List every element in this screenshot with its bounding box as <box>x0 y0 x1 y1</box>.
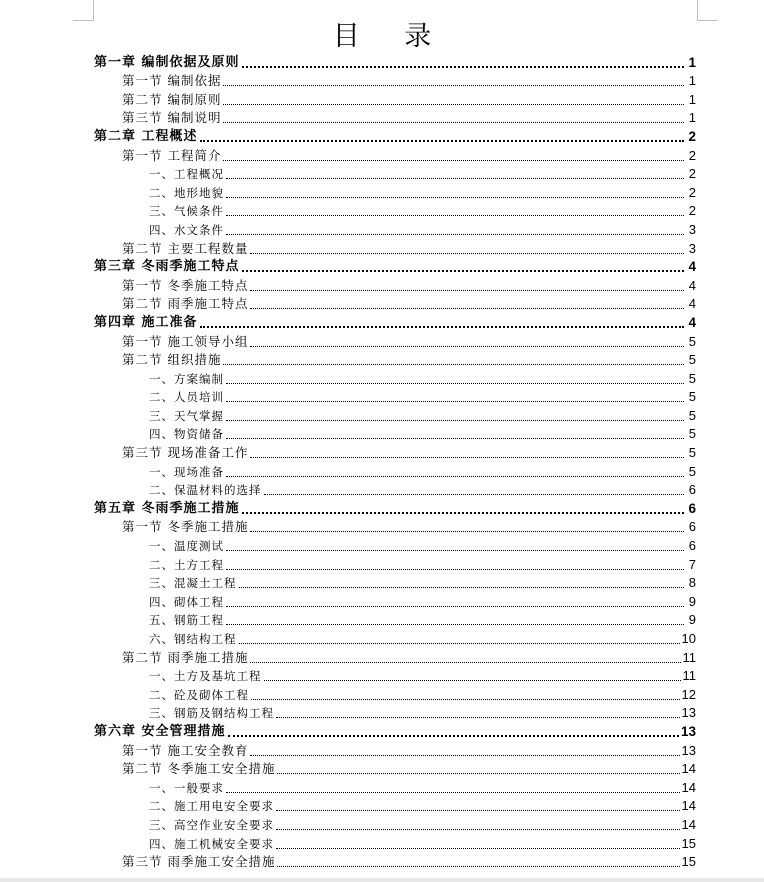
toc-entry[interactable] <box>94 202 696 221</box>
toc-dot-leader <box>239 587 685 588</box>
toc-page-number: 15 <box>681 854 696 870</box>
toc-entry[interactable] <box>94 369 696 388</box>
toc-entry-label: 二、保温材料的选择 <box>149 483 262 498</box>
toc-entry[interactable] <box>94 685 696 704</box>
toc-entry[interactable] <box>94 183 696 202</box>
toc-page-number: 6 <box>688 519 696 535</box>
toc-title: 目 录 <box>332 21 450 52</box>
toc-entry[interactable] <box>94 741 696 760</box>
toc-entry[interactable] <box>94 462 696 481</box>
toc-entry[interactable] <box>94 704 696 723</box>
toc-dot-leader <box>239 643 680 644</box>
page-bottom-edge <box>0 878 764 882</box>
toc-page-number: 5 <box>688 370 696 386</box>
toc-page-number: 5 <box>688 389 696 405</box>
toc-dot-leader <box>226 215 684 216</box>
toc-page-number: 14 <box>681 816 696 832</box>
toc-entry-label: 第一节 施工领导小组 <box>122 333 249 349</box>
toc-dot-leader <box>223 85 684 86</box>
toc-entry[interactable] <box>94 834 696 853</box>
table-of-contents <box>94 53 696 871</box>
toc-dot-leader <box>223 122 684 123</box>
toc-page-number: 14 <box>681 761 696 777</box>
toc-dot-leader <box>277 773 679 774</box>
toc-entry[interactable] <box>94 481 696 500</box>
toc-entry[interactable] <box>94 778 696 797</box>
toc-dot-leader <box>226 234 684 235</box>
toc-page-number: 15 <box>681 835 696 851</box>
toc-dot-leader <box>226 569 684 570</box>
toc-entry[interactable] <box>94 90 696 109</box>
toc-entry-label: 四、施工机械安全要求 <box>149 836 274 851</box>
toc-entry[interactable] <box>94 72 696 91</box>
toc-dot-leader <box>226 624 684 625</box>
toc-page-number: 13 <box>681 742 696 758</box>
toc-dot-leader <box>226 476 684 477</box>
toc-entry-label: 四、物资储备 <box>149 427 224 442</box>
toc-dot-leader <box>242 66 684 68</box>
toc-entry[interactable] <box>94 518 696 537</box>
toc-entry-label: 第二节 主要工程数量 <box>122 240 249 256</box>
toc-entry[interactable] <box>94 220 696 239</box>
toc-page-number: 4 <box>688 259 696 275</box>
toc-dot-leader <box>250 457 684 458</box>
toc-entry[interactable] <box>94 258 696 277</box>
toc-dot-leader <box>277 866 679 867</box>
toc-entry-label: 二、土方工程 <box>149 557 224 572</box>
toc-entry[interactable] <box>94 629 696 648</box>
toc-entry[interactable] <box>94 443 696 462</box>
toc-entry[interactable] <box>94 667 696 686</box>
toc-entry-label: 三、气候条件 <box>149 204 224 219</box>
toc-dot-leader <box>250 308 684 309</box>
toc-dot-leader <box>250 253 684 254</box>
toc-page-number: 9 <box>688 593 696 609</box>
toc-entry-label: 第二节 编制原则 <box>122 91 222 107</box>
toc-page-number: 7 <box>688 556 696 572</box>
toc-entry-label: 三、高空作业安全要求 <box>149 817 274 832</box>
toc-dot-leader <box>226 420 684 421</box>
toc-entry[interactable] <box>94 853 696 872</box>
toc-entry[interactable] <box>94 295 696 314</box>
toc-page-number: 5 <box>688 445 696 461</box>
toc-page-number: 10 <box>681 631 696 646</box>
toc-page-number: 6 <box>688 500 696 516</box>
toc-entry-label: 第六章 安全管理措施 <box>94 723 226 739</box>
toc-dot-leader <box>226 606 684 607</box>
toc-dot-leader <box>228 735 679 737</box>
toc-entry[interactable] <box>94 276 696 295</box>
toc-page-number: 2 <box>688 203 696 219</box>
toc-entry[interactable] <box>94 53 696 72</box>
toc-dot-leader <box>200 326 684 328</box>
toc-dot-leader <box>276 717 680 718</box>
toc-entry-label: 第五章 冬雨季施工措施 <box>94 500 240 516</box>
toc-entry[interactable] <box>94 239 696 258</box>
toc-entry[interactable] <box>94 648 696 667</box>
toc-entry-label: 三、混凝土工程 <box>149 576 237 591</box>
toc-entry-label: 第二章 工程概述 <box>94 128 198 144</box>
toc-page-number: 4 <box>688 277 696 293</box>
toc-page-number: 14 <box>681 798 696 814</box>
toc-dot-leader <box>223 104 684 105</box>
toc-dot-leader <box>226 438 684 439</box>
toc-dot-leader <box>223 364 684 365</box>
toc-entry[interactable] <box>94 797 696 816</box>
toc-entry-label: 第三节 编制说明 <box>122 110 222 126</box>
toc-dot-leader <box>250 346 684 347</box>
toc-page-number: 8 <box>688 575 696 591</box>
toc-entry-label: 第三节 雨季施工安全措施 <box>122 854 276 870</box>
toc-dot-leader <box>200 140 684 142</box>
toc-entry-label: 第二节 雨季施工特点 <box>122 296 249 312</box>
toc-entry-label: 五、钢筋工程 <box>149 613 224 628</box>
toc-dot-leader <box>251 699 680 700</box>
toc-page-number: 1 <box>688 110 696 126</box>
toc-dot-leader <box>226 550 684 551</box>
toc-page-number: 13 <box>681 705 696 721</box>
toc-entry[interactable] <box>94 109 696 128</box>
toc-dot-leader <box>242 512 684 514</box>
toc-entry[interactable] <box>94 313 696 332</box>
toc-dot-leader <box>250 531 684 532</box>
toc-entry[interactable] <box>94 406 696 425</box>
toc-entry[interactable] <box>94 815 696 834</box>
toc-page-number: 1 <box>688 73 696 89</box>
toc-entry[interactable] <box>94 388 696 407</box>
toc-page-number: 11 <box>682 649 696 665</box>
toc-entry[interactable] <box>94 499 696 518</box>
toc-page-number: 2 <box>688 184 696 200</box>
toc-entry-label: 第一节 冬季施工措施 <box>122 519 249 535</box>
toc-entry-label: 一、方案编制 <box>149 371 224 386</box>
toc-entry[interactable] <box>94 127 696 146</box>
toc-entry-label: 一、工程概况 <box>149 167 224 182</box>
toc-entry-label: 四、水文条件 <box>149 222 224 237</box>
toc-entry[interactable] <box>94 332 696 351</box>
toc-entry-label: 四、砌体工程 <box>149 594 224 609</box>
toc-page-number: 1 <box>688 91 696 107</box>
toc-page-number: 6 <box>688 482 696 498</box>
toc-entry-label: 二、砼及砌体工程 <box>149 687 249 702</box>
toc-page-number: 14 <box>681 779 696 795</box>
toc-entry-label: 第一章 编制依据及原则 <box>94 54 240 70</box>
toc-page-number: 4 <box>688 296 696 312</box>
toc-entry-label: 一、温度测试 <box>149 539 224 554</box>
toc-page-number: 5 <box>688 407 696 423</box>
toc-entry[interactable] <box>94 536 696 555</box>
toc-entry-label: 第二节 雨季施工措施 <box>122 649 249 665</box>
toc-entry-label: 第三节 现场准备工作 <box>122 445 249 461</box>
toc-page-number: 3 <box>688 240 696 256</box>
toc-entry-label: 第二节 组织措施 <box>122 352 222 368</box>
toc-page-number: 5 <box>688 333 696 349</box>
toc-dot-leader <box>264 494 685 495</box>
toc-dot-leader <box>264 680 681 681</box>
toc-entry-label: 二、人员培训 <box>149 390 224 405</box>
toc-entry-label: 第一节 施工安全教育 <box>122 742 249 758</box>
toc-page-number: 11 <box>682 668 696 684</box>
toc-page-number: 12 <box>681 686 696 702</box>
toc-page-number: 5 <box>688 352 696 368</box>
toc-entry-label: 第一节 工程简介 <box>122 147 222 163</box>
toc-page-number: 6 <box>688 538 696 554</box>
toc-page-number: 1 <box>688 54 696 70</box>
toc-entry-label: 第三章 冬雨季施工特点 <box>94 259 240 275</box>
toc-page-number: 4 <box>688 314 696 330</box>
toc-entry-label: 一、土方及基坑工程 <box>149 669 262 684</box>
toc-dot-leader <box>226 383 684 384</box>
toc-page-number: 13 <box>680 723 696 739</box>
toc-entry[interactable] <box>94 146 696 165</box>
toc-entry[interactable] <box>94 611 696 630</box>
toc-dot-leader <box>223 160 684 161</box>
toc-dot-leader <box>226 178 684 179</box>
toc-page-number: 2 <box>688 128 696 144</box>
toc-entry[interactable] <box>94 351 696 370</box>
toc-page-number: 2 <box>688 166 696 182</box>
toc-entry[interactable] <box>94 165 696 184</box>
toc-dot-leader <box>276 829 680 830</box>
toc-entry-label: 二、施工用电安全要求 <box>149 799 274 814</box>
toc-page-number: 9 <box>688 612 696 628</box>
toc-entry[interactable] <box>94 574 696 593</box>
toc-page-number: 5 <box>688 463 696 479</box>
toc-entry-label: 第二节 冬季施工安全措施 <box>122 761 276 777</box>
toc-entry[interactable] <box>94 555 696 574</box>
toc-entry[interactable] <box>94 760 696 779</box>
toc-dot-leader <box>276 810 680 811</box>
toc-dot-leader <box>250 290 684 291</box>
toc-dot-leader <box>242 270 684 272</box>
toc-dot-leader <box>226 197 684 198</box>
toc-entry-label: 二、地形地貌 <box>149 185 224 200</box>
toc-dot-leader <box>250 662 680 663</box>
toc-entry-label: 三、钢筋及钢结构工程 <box>149 706 274 721</box>
toc-dot-leader <box>226 792 680 793</box>
toc-entry-label: 第四章 施工准备 <box>94 314 198 330</box>
toc-dot-leader <box>226 401 684 402</box>
toc-dot-leader <box>250 755 679 756</box>
toc-entry-label: 第一节 编制依据 <box>122 73 222 89</box>
toc-page-number: 2 <box>688 147 696 163</box>
toc-dot-leader <box>276 848 680 849</box>
toc-page-number: 3 <box>688 221 696 237</box>
toc-entry-label: 三、天气掌握 <box>149 408 224 423</box>
toc-page-number: 5 <box>688 426 696 442</box>
toc-entry[interactable] <box>94 592 696 611</box>
toc-entry[interactable] <box>94 425 696 444</box>
toc-entry-label: 六、钢结构工程 <box>149 632 237 646</box>
toc-entry-label: 第一节 冬季施工特点 <box>122 277 249 293</box>
toc-entry-label: 一、一般要求 <box>149 780 224 795</box>
toc-entry-label: 一、现场准备 <box>149 464 224 479</box>
toc-entry[interactable] <box>94 722 696 741</box>
